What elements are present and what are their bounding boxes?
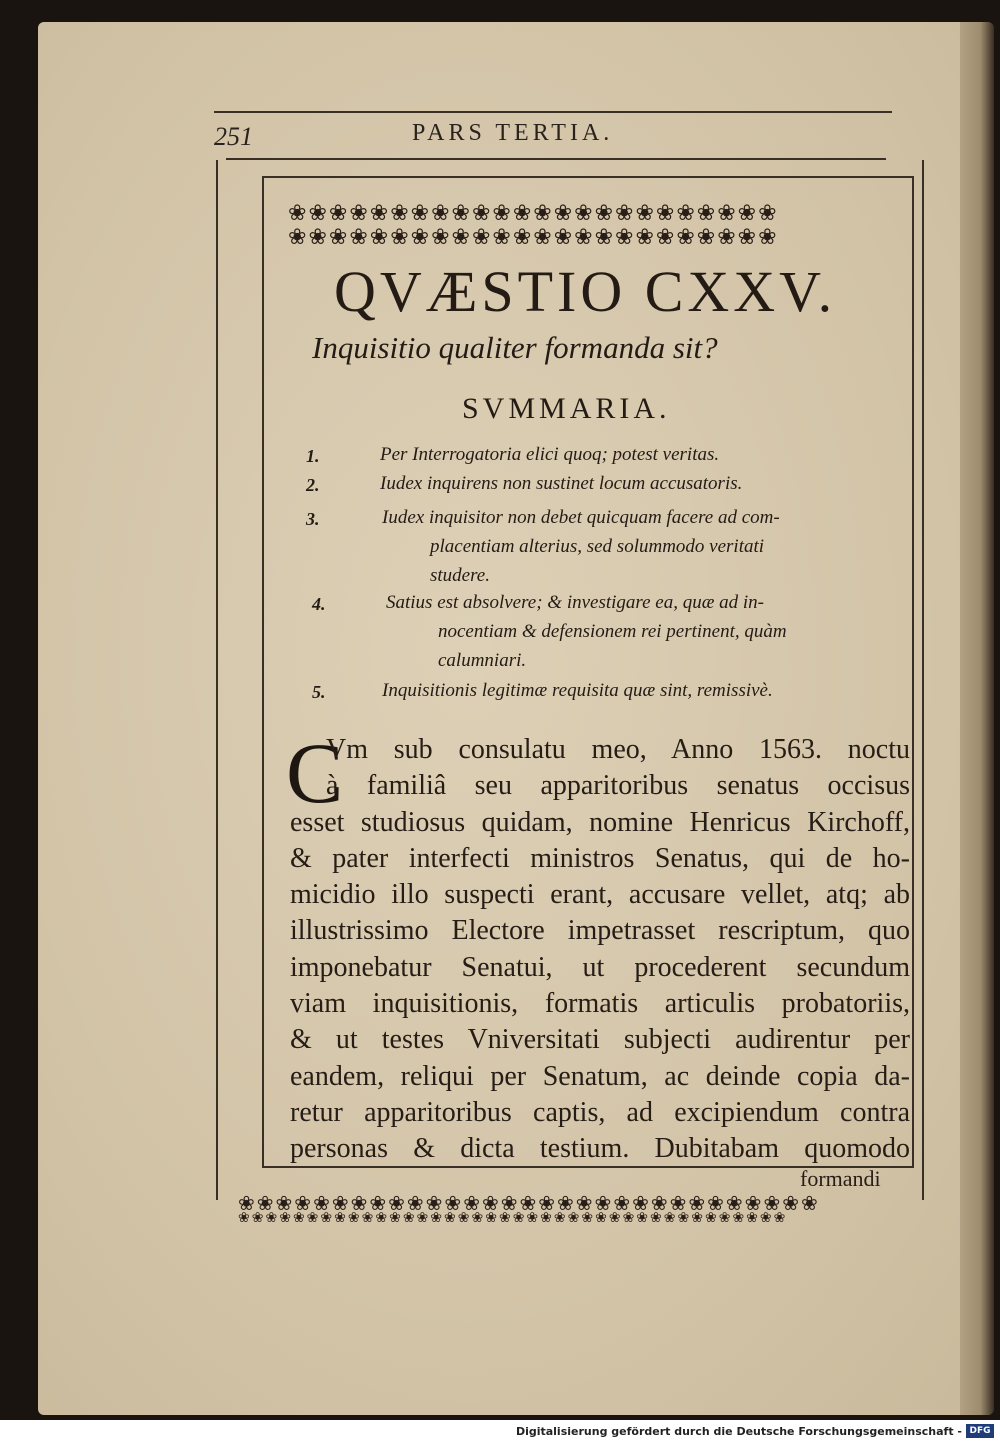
body-line: & ut testes Vniversitati subjecti audirentur per	[290, 1024, 910, 1056]
ornament-glyph: ❀	[650, 1212, 662, 1226]
ornament-glyph: ❀	[457, 1212, 470, 1226]
ornament-glyph: ❀	[676, 226, 695, 248]
ornament-glyph: ❀	[615, 226, 634, 248]
ornament-glyph: ❀	[328, 202, 348, 224]
summaria-heading: SVMMARIA.	[462, 392, 671, 425]
ornament-glyph: ❀	[567, 1212, 580, 1226]
ornament-glyph: ❀	[613, 1194, 631, 1214]
ornament-glyph: ❀	[410, 226, 430, 248]
ornament-glyph: ❀	[389, 1212, 401, 1226]
ornament-glyph: ❀	[361, 1212, 374, 1226]
ornament-glyph: ❀	[744, 1194, 762, 1214]
header-rule-top	[214, 111, 892, 113]
ornament-glyph: ❀	[350, 1194, 368, 1214]
ornament-glyph: ❀	[349, 226, 368, 248]
ornament-glyph: ❀	[526, 1212, 539, 1226]
ornament-glyph: ❀	[594, 226, 613, 248]
ornament-glyph: ❀	[557, 1194, 574, 1214]
ornament-band-top-second	[288, 226, 868, 248]
summaria-line: nocentiam & defensionem rei pertinent, quàm	[438, 621, 787, 642]
ornament-glyph: ❀	[451, 202, 470, 224]
ornament-glyph: ❀	[430, 1212, 443, 1226]
ornament-glyph: ❀	[349, 202, 368, 224]
ornament-glyph: ❀	[763, 1194, 781, 1214]
summaria-line: Satius est absolvere; & investigare ea, quæ ad in-	[386, 592, 765, 613]
ornament-glyph: ❀	[402, 1212, 415, 1226]
ornament-glyph: ❀	[444, 1212, 456, 1226]
ornament-glyph: ❀	[717, 226, 736, 248]
ornament-glyph: ❀	[369, 202, 389, 224]
body-line: retur apparitoribus captis, ad excipiendum contra	[290, 1096, 910, 1128]
body-line: eandem, reliqui per Senatum, ac deinde copia da-	[290, 1060, 910, 1092]
ornament-glyph: ❀	[320, 1212, 333, 1226]
summaria-number: 1.	[306, 446, 320, 466]
summaria-number: 2.	[306, 475, 320, 495]
ornament-glyph: ❀	[471, 226, 491, 248]
summaria-line: studere.	[430, 565, 490, 586]
ornament-glyph: ❀	[691, 1212, 703, 1226]
ornament-glyph: ❀	[696, 202, 716, 224]
ornament-glyph: ❀	[294, 1194, 312, 1214]
ornament-glyph: ❀	[500, 1194, 518, 1214]
ornament-glyph: ❀	[308, 226, 327, 248]
ornament-glyph: ❀	[265, 1212, 278, 1226]
ornament-glyph: ❀	[782, 1194, 799, 1214]
ornament-glyph: ❀	[737, 226, 757, 248]
ornament-glyph: ❀	[256, 1194, 274, 1214]
ornament-glyph: ❀	[707, 1194, 724, 1214]
ornament-glyph: ❀	[746, 1212, 758, 1226]
ornament-glyph: ❀	[471, 1212, 484, 1226]
ornament-glyph: ❀	[444, 1194, 462, 1214]
ornament-glyph: ❀	[492, 226, 511, 248]
ornament-glyph: ❀	[328, 226, 348, 248]
summaria-number: 5.	[312, 682, 326, 702]
page-edge	[960, 22, 994, 1415]
ornament-glyph: ❀	[388, 1194, 405, 1214]
ornament-glyph: ❀	[594, 1194, 612, 1214]
ornament-glyph: ❀	[390, 226, 409, 248]
body-text	[290, 732, 910, 1168]
ornament-glyph: ❀	[375, 1212, 388, 1226]
ornament-glyph: ❀	[737, 202, 757, 224]
running-head: PARS TERTIA.	[412, 120, 614, 146]
ornament-glyph: ❀	[334, 1212, 346, 1226]
ornament-glyph: ❀	[581, 1212, 594, 1226]
ornament-glyph: ❀	[650, 1194, 668, 1214]
ornament-glyph: ❀	[635, 226, 654, 248]
ornament-glyph: ❀	[275, 1194, 293, 1214]
ornament-glyph: ❀	[773, 1212, 786, 1226]
ornament-glyph: ❀	[758, 202, 777, 224]
ornament-glyph: ❀	[663, 1212, 676, 1226]
ornament-glyph: ❀	[553, 1212, 566, 1226]
ornament-glyph: ❀	[595, 1212, 607, 1226]
ornament-glyph: ❀	[238, 1194, 255, 1214]
ornament-glyph: ❀	[574, 226, 593, 248]
ornament-band-bottom-second	[238, 1212, 914, 1226]
ornament-glyph: ❀	[608, 1212, 621, 1226]
ornament-glyph: ❀	[481, 1194, 499, 1214]
ornament-glyph: ❀	[306, 1212, 319, 1226]
ornament-glyph: ❀	[512, 226, 532, 248]
ornament-glyph: ❀	[538, 1194, 556, 1214]
ornament-glyph: ❀	[533, 202, 552, 224]
summaria-line: placentiam alterius, sed solummodo veritati	[430, 536, 765, 557]
ornament-glyph: ❀	[688, 1194, 706, 1214]
ornament-glyph: ❀	[635, 202, 654, 224]
ornament-glyph: ❀	[574, 202, 593, 224]
ornament-band-bottom	[238, 1194, 914, 1214]
ornament-glyph: ❀	[553, 226, 573, 248]
ornament-glyph: ❀	[677, 1212, 690, 1226]
ornament-glyph: ❀	[369, 1194, 387, 1214]
ornament-glyph: ❀	[369, 226, 389, 248]
ornament-glyph: ❀	[406, 1194, 424, 1214]
ornament-glyph: ❀	[308, 202, 327, 224]
body-line: illustrissimo Electore impetrasset rescriptum, quo	[290, 915, 910, 947]
ornament-glyph: ❀	[533, 226, 552, 248]
footer-credit: Digitalisierung gefördert durch die Deutsche Forschungsgemeinschaft -	[515, 1425, 962, 1438]
ornament-glyph: ❀	[540, 1212, 552, 1226]
ornament-glyph: ❀	[622, 1212, 635, 1226]
ornament-glyph: ❀	[553, 202, 573, 224]
ornament-glyph: ❀	[655, 226, 675, 248]
ornament-glyph: ❀	[800, 1194, 818, 1214]
ornament-glyph: ❀	[519, 1194, 537, 1214]
body-line: micidio illo suspecti erant, accusare vellet, atq; ab	[290, 879, 910, 911]
ornament-glyph: ❀	[655, 202, 675, 224]
ornament-glyph: ❀	[632, 1194, 649, 1214]
ornament-glyph: ❀	[704, 1212, 717, 1226]
ornament-glyph: ❀	[696, 226, 716, 248]
summaria-line: Per Interrogatoria elici quoq; potest veritas.	[380, 444, 720, 465]
ornament-glyph: ❀	[725, 1194, 743, 1214]
ornament-glyph: ❀	[390, 202, 409, 224]
ornament-glyph: ❀	[416, 1212, 429, 1226]
ornament-glyph: ❀	[718, 1212, 731, 1226]
ornament-glyph: ❀	[717, 202, 736, 224]
ornament-glyph: ❀	[431, 202, 450, 224]
question-subtitle: Inquisitio qualiter formanda sit?	[312, 330, 718, 365]
summaria-line: Iudex inquirens non sustinet locum accusatoris.	[380, 473, 743, 494]
ornament-glyph: ❀	[669, 1194, 687, 1214]
ornament-glyph: ❀	[471, 202, 491, 224]
body-line: viam inquisitionis, formatis articulis probatoriis,	[290, 988, 910, 1020]
ornament-glyph: ❀	[732, 1212, 745, 1226]
catchword: formandi	[800, 1166, 881, 1191]
question-title: QVÆSTIO CXXV.	[334, 259, 837, 324]
body-line: esset studiosus quidam, nomine Henricus Kirchoff,	[290, 806, 910, 838]
ornament-glyph: ❀	[451, 226, 470, 248]
ornament-band-top	[288, 202, 868, 224]
ornament-glyph: ❀	[347, 1212, 360, 1226]
ornament-glyph: ❀	[251, 1212, 264, 1226]
summaria-number: 3.	[306, 509, 320, 529]
ornament-glyph: ❀	[498, 1212, 511, 1226]
body-line: imponebatur Senatui, ut procederent secundum	[290, 951, 910, 983]
ornament-glyph: ❀	[238, 1212, 250, 1226]
ornament-glyph: ❀	[485, 1212, 497, 1226]
ornament-glyph: ❀	[292, 1212, 305, 1226]
body-line: à familiâ seu apparitoribus senatus occisus	[326, 770, 910, 802]
ornament-glyph: ❀	[463, 1194, 480, 1214]
summaria-line: calumniari.	[438, 650, 527, 671]
summaria-line: Inquisitionis legitimæ requisita quæ sint, remissivè.	[382, 680, 773, 701]
ornament-glyph: ❀	[425, 1194, 443, 1214]
ornament-glyph: ❀	[759, 1212, 772, 1226]
ornament-glyph: ❀	[594, 202, 613, 224]
ornament-glyph: ❀	[575, 1194, 593, 1214]
ornament-glyph: ❀	[676, 202, 695, 224]
ornament-glyph: ❀	[410, 202, 430, 224]
body-line: & pater interfecti ministros Senatus, qui de ho-	[290, 842, 910, 874]
summaria-line: Iudex inquisitor non debet quicquam facere ad com-	[382, 507, 780, 528]
ornament-glyph: ❀	[758, 226, 777, 248]
body-line: Vm sub consulatu meo, Anno 1563. noctu	[326, 734, 910, 765]
ornament-glyph: ❀	[331, 1194, 349, 1214]
drop-cap: C	[286, 725, 344, 821]
ornament-glyph: ❀	[636, 1212, 649, 1226]
ornament-glyph: ❀	[288, 202, 307, 224]
ornament-glyph: ❀	[512, 1212, 525, 1226]
ornament-glyph: ❀	[431, 226, 450, 248]
ornament-glyph: ❀	[512, 202, 532, 224]
ornament-glyph: ❀	[492, 202, 511, 224]
body-line: personas & dicta testium. Dubitabam quomodo	[290, 1133, 910, 1165]
ornament-glyph: ❀	[313, 1194, 330, 1214]
page-number: 251	[214, 122, 253, 151]
ornament-glyph: ❀	[288, 226, 307, 248]
ornament-glyph: ❀	[615, 202, 634, 224]
ornament-glyph: ❀	[279, 1212, 291, 1226]
summaria-number: 4.	[312, 594, 326, 614]
dfg-logo: DFG	[966, 1424, 994, 1438]
